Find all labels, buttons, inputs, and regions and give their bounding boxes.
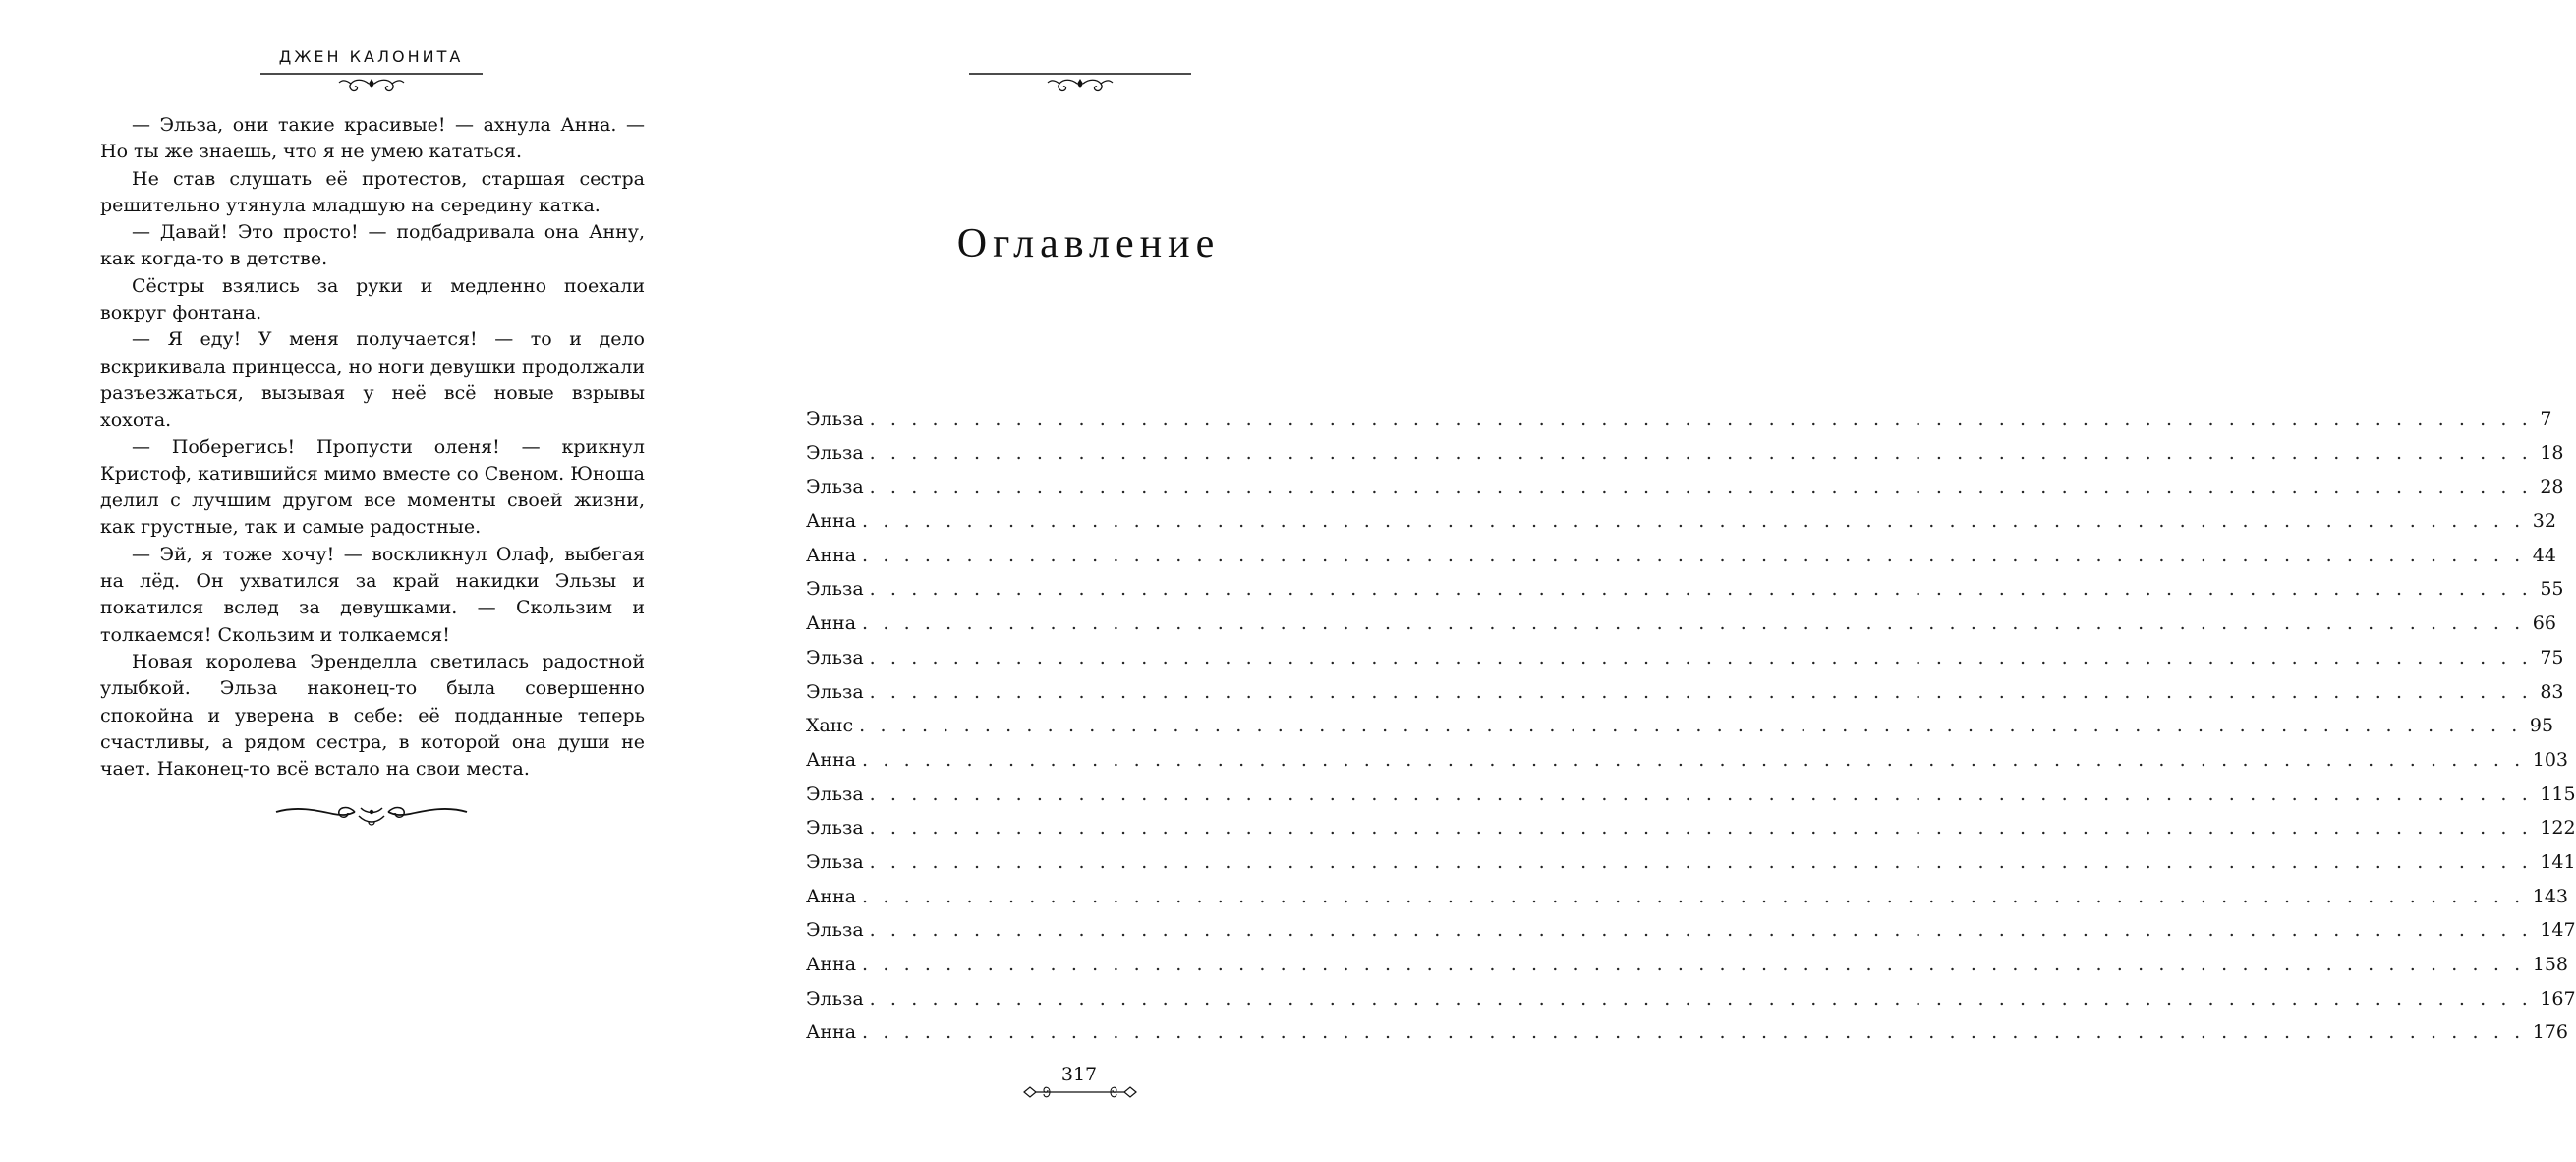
toc-entry-page: 66 [2532,612,2556,635]
toc-dot-leader: . . . . . . . . . . . . . . . . . . . . . . . . . . . . . . . . . . . . . . . . . . . . . . . . . . . . . . . . . . . . . . . . . . . . . . . . . . . . . . . . [862,1021,2525,1044]
toc-entry [806,845,2576,880]
toc-entry-label: Эльза [806,578,864,601]
toc-entry-label: Эльза [806,476,864,498]
toc-entry-label: Анна [806,954,857,975]
toc-entry [806,402,2552,436]
toc-entry-page: 141 [2540,850,2576,873]
chapter-end-ornament [274,798,469,832]
toc-entry-page: 143 [2532,885,2568,907]
page-number: 317 [1060,1064,1098,1085]
toc-dot-leader: . . . . . . . . . . . . . . . . . . . . . . . . . . . . . . . . . . . . . . . . . . . . . . . . . . . . . . . . . . . . . . . . . . . . . . . . . . . . . . . . [869,919,2533,942]
toc-entry-page: 7 [2540,408,2552,430]
toc-entry-label: Эльза [806,408,864,430]
toc-dot-leader: . . . . . . . . . . . . . . . . . . . . . . . . . . . . . . . . . . . . . . . . . . . . . . . . . . . . . . . . . . . . . . . . . . . . . . . . . . . . . . . . [862,885,2525,907]
toc-dot-leader: . . . . . . . . . . . . . . . . . . . . . . . . . . . . . . . . . . . . . . . . . . . . . . . . . . . . . . . . . . . . . . . . . . . . . . . . . . . . . . . . [859,715,2522,737]
toc-entry-page: 95 [2529,715,2554,737]
header-ornament-right [969,69,1191,98]
toc-entry [806,948,2568,982]
toc-dot-leader: . . . . . . . . . . . . . . . . . . . . . . . . . . . . . . . . . . . . . . . . . . . . . . . . . . . . . . . . . . . . . . . . . . . . . . . . . . . . . . . . [869,408,2533,430]
toc-entry [806,675,2564,710]
toc-entry [806,811,2576,845]
body-paragraph: — Эй, я тоже хочу! — воскликнул Олаф, выбегая на лёд. Он ухватился за край накидки Эльзы и покатился вслед за девушками. — Скользим и толкаемся! Скользим и толкаемся! [100,543,645,646]
toc-entry-page: 75 [2540,646,2564,668]
toc-entry-page: 55 [2540,578,2564,601]
toc-entry-label: Анна [806,748,857,771]
toc-dot-leader: . . . . . . . . . . . . . . . . . . . . . . . . . . . . . . . . . . . . . . . . . . . . . . . . . . . . . . . . . . . . . . . . . . . . . . . . . . . . . . . . [869,578,2533,601]
toc-entry [806,880,2568,914]
toc-entry [806,572,2564,607]
toc-dot-leader: . . . . . . . . . . . . . . . . . . . . . . . . . . . . . . . . . . . . . . . . . . . . . . . . . . . . . . . . . . . . . . . . . . . . . . . . . . . . . . . . [862,510,2525,533]
toc-entry-label: Анна [806,1021,857,1044]
toc-entry-label: Анна [806,510,857,533]
toc-entry-label: Эльза [806,987,864,1010]
toc-entry-page: 167 [2540,987,2576,1010]
toc-entry [806,504,2556,539]
toc-entry-label: Эльза [806,850,864,873]
toc-dot-leader: . . . . . . . . . . . . . . . . . . . . . . . . . . . . . . . . . . . . . . . . . . . . . . . . . . . . . . . . . . . . . . . . . . . . . . . . . . . . . . . . [869,441,2533,464]
toc-dot-leader: . . . . . . . . . . . . . . . . . . . . . . . . . . . . . . . . . . . . . . . . . . . . . . . . . . . . . . . . . . . . . . . . . . . . . . . . . . . . . . . . [869,850,2533,873]
toc-entry-label: Эльза [806,646,864,668]
body-paragraph: Не став слушать её протестов, старшая сестра решительно утянула младшую на середину катка. [100,167,645,216]
toc-entry [806,743,2568,778]
toc-entry [806,641,2564,675]
toc-dot-leader: . . . . . . . . . . . . . . . . . . . . . . . . . . . . . . . . . . . . . . . . . . . . . . . . . . . . . . . . . . . . . . . . . . . . . . . . . . . . . . . . [869,987,2533,1010]
body-paragraph: — Давай! Это просто! — подбадривала она Анну, как когда-то в детстве. [100,221,645,270]
toc-entry-page: 28 [2540,476,2564,498]
body-text [100,112,645,783]
toc-entry-page: 44 [2532,544,2556,566]
toc-title: Оглавление [956,221,1221,267]
toc-entry-page: 83 [2540,680,2564,703]
toc-entry-page: 176 [2532,1021,2568,1044]
toc-entry-page: 103 [2532,748,2568,771]
toc-dot-leader: . . . . . . . . . . . . . . . . . . . . . . . . . . . . . . . . . . . . . . . . . . . . . . . . . . . . . . . . . . . . . . . . . . . . . . . . . . . . . . . . [869,817,2533,840]
toc-entry-label: Ханс [806,715,854,737]
toc-entry [806,539,2556,573]
toc-dot-leader: . . . . . . . . . . . . . . . . . . . . . . . . . . . . . . . . . . . . . . . . . . . . . . . . . . . . . . . . . . . . . . . . . . . . . . . . . . . . . . . . [862,954,2525,975]
toc-entry-label: Эльза [806,441,864,464]
toc-entry-label: Эльза [806,817,864,840]
toc-entry [806,470,2564,504]
toc-dot-leader: . . . . . . . . . . . . . . . . . . . . . . . . . . . . . . . . . . . . . . . . . . . . . . . . . . . . . . . . . . . . . . . . . . . . . . . . . . . . . . . . [869,476,2533,498]
toc-entry [806,778,2576,812]
toc-entry-label: Эльза [806,783,864,805]
toc-entry-label: Эльза [806,680,864,703]
toc-entry-label: Анна [806,612,857,635]
toc-entry [806,709,2554,743]
toc-dot-leader: . . . . . . . . . . . . . . . . . . . . . . . . . . . . . . . . . . . . . . . . . . . . . . . . . . . . . . . . . . . . . . . . . . . . . . . . . . . . . . . . [862,612,2525,635]
body-paragraph: Сёстры взялись за руки и медленно поехали вокруг фонтана. [100,274,645,324]
toc-entry-page: 158 [2532,954,2568,975]
toc-entry [806,982,2576,1017]
toc-entry-page: 32 [2532,510,2556,533]
toc-dot-leader: . . . . . . . . . . . . . . . . . . . . . . . . . . . . . . . . . . . . . . . . . . . . . . . . . . . . . . . . . . . . . . . . . . . . . . . . . . . . . . . . [869,646,2533,668]
toc-entry-page: 18 [2540,441,2564,464]
toc-dot-leader: . . . . . . . . . . . . . . . . . . . . . . . . . . . . . . . . . . . . . . . . . . . . . . . . . . . . . . . . . . . . . . . . . . . . . . . . . . . . . . . . [862,544,2525,566]
toc-entry [806,607,2556,641]
toc-entry-label: Анна [806,885,857,907]
body-paragraph: — Поберегись! Пропусти оленя! — крикнул Кристоф, катившийся мимо вместе со Свеном. Юноша делил с лучшим другом все моменты своей жизни, как грустные, так и самые радостные. [100,436,645,539]
page-number-ornament [1022,1081,1138,1103]
toc-entry-page: 147 [2540,919,2576,942]
toc-entry [806,913,2576,948]
toc-entry-page: 115 [2540,783,2576,805]
left-page [0,0,725,1162]
toc-dot-leader: . . . . . . . . . . . . . . . . . . . . . . . . . . . . . . . . . . . . . . . . . . . . . . . . . . . . . . . . . . . . . . . . . . . . . . . . . . . . . . . . [862,748,2525,771]
body-paragraph: — Эльза, они такие красивые! — ахнула Анна. — Но ты же знаешь, что я не умею кататься. [100,114,645,163]
toc-entry-page: 122 [2540,817,2576,840]
running-header: ДЖЕН КАЛОНИТА [278,47,464,66]
body-paragraph: — Я еду! У меня получается! — то и дело вскрикивала принцесса, но ноги девушки продолжали разъезжаться, вызывая у неё всё новые взрывы хохота. [100,328,645,432]
body-paragraph: Новая королева Эренделла светилась радостной улыбкой. Эльза наконец-то была совершенно спокойна и уверена в себе: её подданные теперь счастливы, а рядом сестра, в которой она души не чает. Наконец-то всё встало на свои места. [100,650,645,781]
toc-entry-label: Эльза [806,919,864,942]
toc-dot-leader: . . . . . . . . . . . . . . . . . . . . . . . . . . . . . . . . . . . . . . . . . . . . . . . . . . . . . . . . . . . . . . . . . . . . . . . . . . . . . . . . [869,680,2533,703]
toc-dot-leader: . . . . . . . . . . . . . . . . . . . . . . . . . . . . . . . . . . . . . . . . . . . . . . . . . . . . . . . . . . . . . . . . . . . . . . . . . . . . . . . . [869,783,2533,805]
toc-list [806,402,2576,1050]
toc-entry-label: Анна [806,544,857,566]
toc-entry [806,436,2564,471]
right-page [725,0,2576,1162]
header-ornament-left [260,69,483,98]
toc-entry [806,1016,2568,1050]
